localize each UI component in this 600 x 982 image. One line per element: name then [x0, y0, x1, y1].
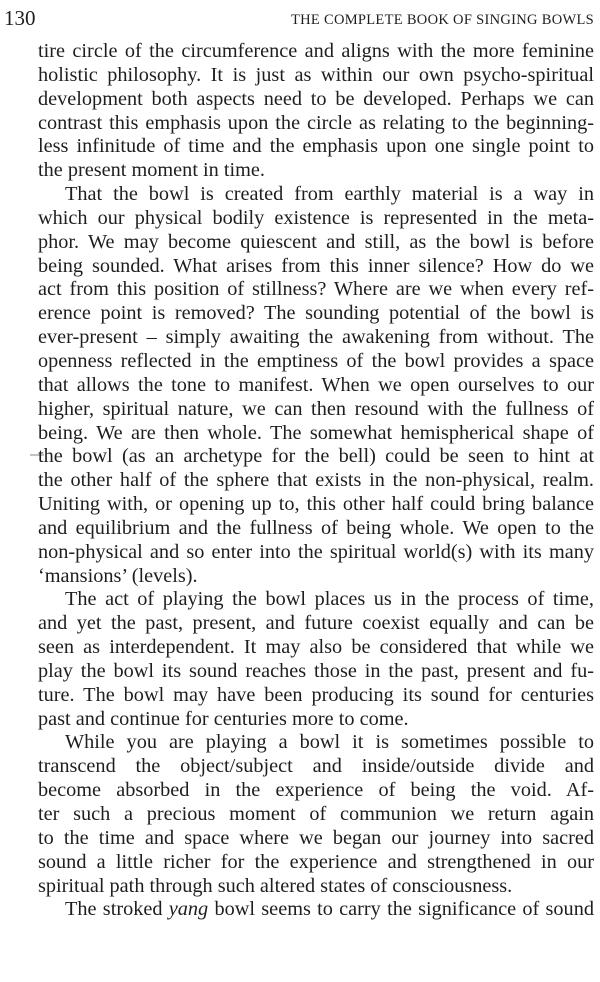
text-run: The stroked	[65, 898, 169, 921]
paragraph	[38, 588, 594, 731]
text-line: development both aspects need to be developed. Perhaps we can	[38, 87, 594, 110]
text-line	[38, 898, 594, 922]
text-line: spiritual path through such altered states of consciousness.	[38, 874, 513, 897]
paragraph	[38, 731, 594, 898]
text-line: erence point is removed? The sounding potential of the bowl is	[38, 302, 594, 325]
page-number: 130	[4, 6, 36, 30]
text-line: The act of playing the bowl places us in the process of time,	[65, 588, 594, 611]
text-line: phor. We may become quiescent and still, as the bowl is before	[38, 230, 594, 253]
text-line: become absorbed in the experience of being the void. Af-	[38, 779, 594, 802]
text-line: holistic philosophy. It is just as within our own psycho-spiritual	[38, 63, 594, 86]
text-run: bowl seems to carry the significance of sound	[208, 898, 594, 921]
text-line: the other half of the sphere that exists in the non-physical, realm.	[38, 469, 594, 492]
text-line: tire circle of the circumference and aligns with the more feminine	[38, 40, 594, 62]
text-line: and equilibrium and the fullness of being whole. We open to the	[38, 516, 594, 539]
text-line: transcend the object/subject and inside/outside divide and	[38, 755, 594, 778]
text-line: seen as interdependent. It may also be considered that while we	[38, 636, 594, 659]
text-line: being sounded. What arises from this inner silence? How do we	[38, 254, 594, 277]
running-head	[4, 6, 594, 32]
paragraph	[38, 898, 594, 922]
text-line: That the bowl is created from earthly material is a way in	[65, 183, 594, 206]
text-line: the present moment in time.	[38, 159, 265, 182]
text-line: ture. The bowl may have been producing its sound for centuries	[38, 683, 594, 706]
text-line: higher, spiritual nature, we can then resound with the fullness of	[38, 397, 594, 420]
paragraph	[38, 183, 594, 588]
text-line: and yet the past, present, and future coexist equally and can be	[38, 612, 594, 635]
text-line: Uniting with, or opening up to, this other half could bring balance	[38, 493, 594, 516]
emphasis-text: yang	[168, 898, 209, 921]
text-line: which our physical bodily existence is represented in the meta-	[38, 206, 594, 229]
text-line: While you are playing a bowl it is sometimes possible to	[65, 731, 594, 754]
text-line: contrast this emphasis upon the circle as relating to the beginning-	[38, 111, 594, 134]
text-line: to the time and space where we began our journey into sacred	[38, 826, 594, 849]
text-line: sound a little richer for the experience and strengthened in our	[38, 850, 594, 873]
text-line: non-physical and so enter into the spiritual world(s) with its many	[38, 540, 594, 563]
text-line: less infinitude of time and the emphasis upon one single point to	[38, 135, 594, 158]
text-line: being. We are then whole. The somewhat hemispherical shape of	[38, 421, 594, 444]
text-line: openness reflected in the emptiness of the bowl provides a space	[38, 349, 594, 372]
paragraph	[38, 40, 594, 183]
body-text	[38, 40, 594, 922]
text-line: the bowl (as an archetype for the bell) could be seen to hint at	[38, 445, 594, 468]
text-line: act from this position of stillness? Where are we when every ref-	[38, 278, 594, 301]
text-line: ever-present – simply awaiting the awakening from without. The	[38, 326, 594, 349]
text-line: past and continue for centuries more to come.	[38, 707, 409, 730]
text-line: play the bowl its sound reaches those in the past, present and fu-	[38, 659, 594, 682]
text-line: ter such a precious moment of communion we return again	[38, 803, 594, 825]
text-line: that allows the tone to manifest. When we open ourselves to our	[38, 373, 594, 396]
running-title: THE COMPLETE BOOK OF SINGING BOWLS	[290, 12, 594, 28]
text-line: ‘mansions’ (levels).	[38, 564, 198, 587]
